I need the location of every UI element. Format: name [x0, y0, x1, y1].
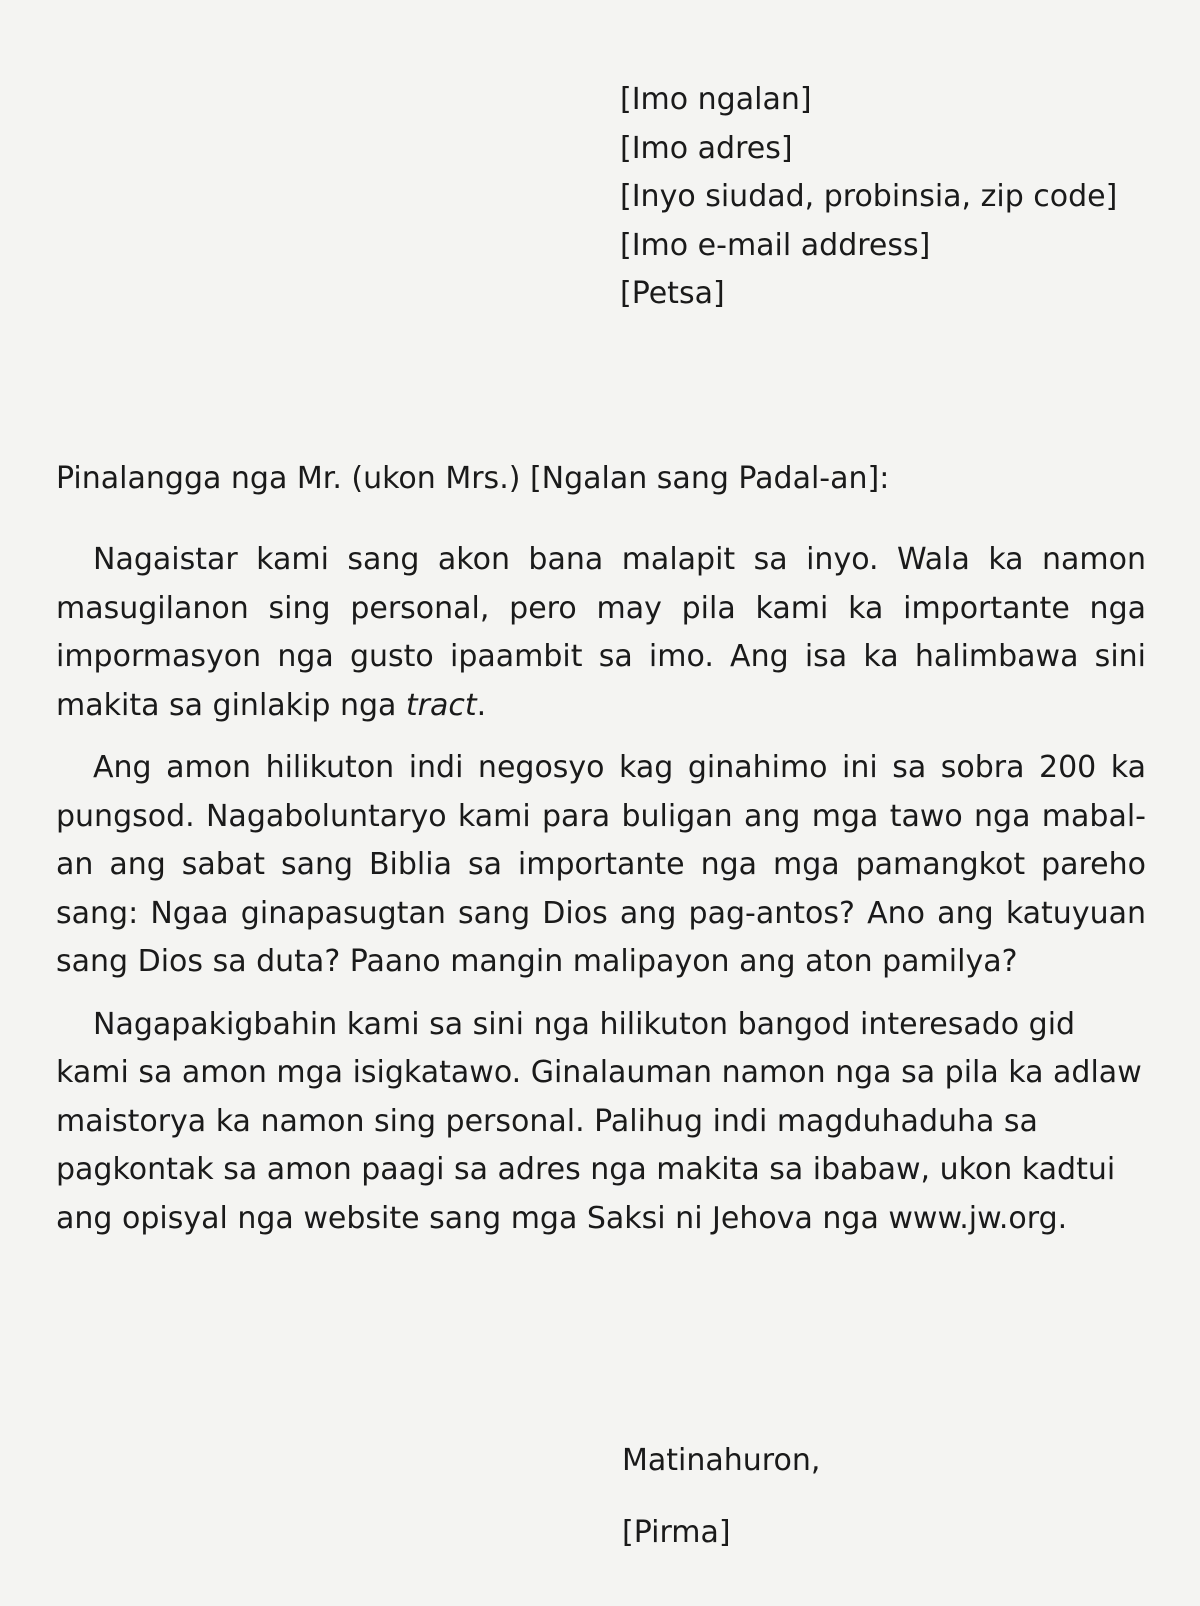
sender-city: [Inyo siudad, probinsia, zip code] — [620, 179, 1118, 214]
sender-name: [Imo ngalan] — [620, 82, 812, 117]
paragraph-3: Nagapakigbahin kami sa sini nga hilikuton bangod interesado gid kami sa amon mga isigkatawo. Ginalauman namon nga sa pila ka adlaw maistorya ka namon sing personal. Palihug indi magduhaduha sa pagkontak sa amon paagi sa adres nga makita sa ibabaw, ukon kadtui ang opisyal nga website sang mga Saksi ni Jehova nga www.jw.org. — [56, 1006, 1142, 1236]
paragraph-1-italic: tract — [405, 687, 477, 723]
salutation: Pinalangga nga Mr. (ukon Mrs.) [Ngalan sang Padal-an]: — [56, 461, 890, 496]
letter-body — [56, 536, 1146, 1257]
paragraph-1-text: Nagaistar kami sang akon bana malapit sa inyo. Wala ka namon masugilanon sing personal, pero may pila kami ka importante nga impormasyon nga gusto ipaambit sa imo. Ang isa ka halimbawa sini makita sa ginlakip nga — [56, 542, 1146, 723]
sender-address: [Imo adres] — [620, 130, 793, 166]
closing: Matinahuron, — [622, 1443, 821, 1478]
signature-placeholder: [Pirma] — [622, 1515, 731, 1550]
letter-date: [Petsa] — [620, 276, 725, 311]
paragraph-1 — [56, 536, 1146, 730]
paragraph-2: Ang amon hilikuton indi negosyo kag ginahimo ini sa sobra 200 ka pungsod. Nagaboluntaryo kami para buligan ang mga tawo nga mabal-an ang sabat sang Biblia sa importante nga mga pamangkot pareho sang: Ngaa ginapasugtan sang Dios ang pag-antos? Ano ang katuyuan sang Dios sa duta? Paano mangin malipayon ang aton pamilya? — [56, 750, 1146, 979]
sender-email: [Imo e-mail address] — [620, 227, 931, 263]
sender-address-block — [620, 76, 1180, 319]
paragraph-1-end: . — [476, 687, 487, 723]
